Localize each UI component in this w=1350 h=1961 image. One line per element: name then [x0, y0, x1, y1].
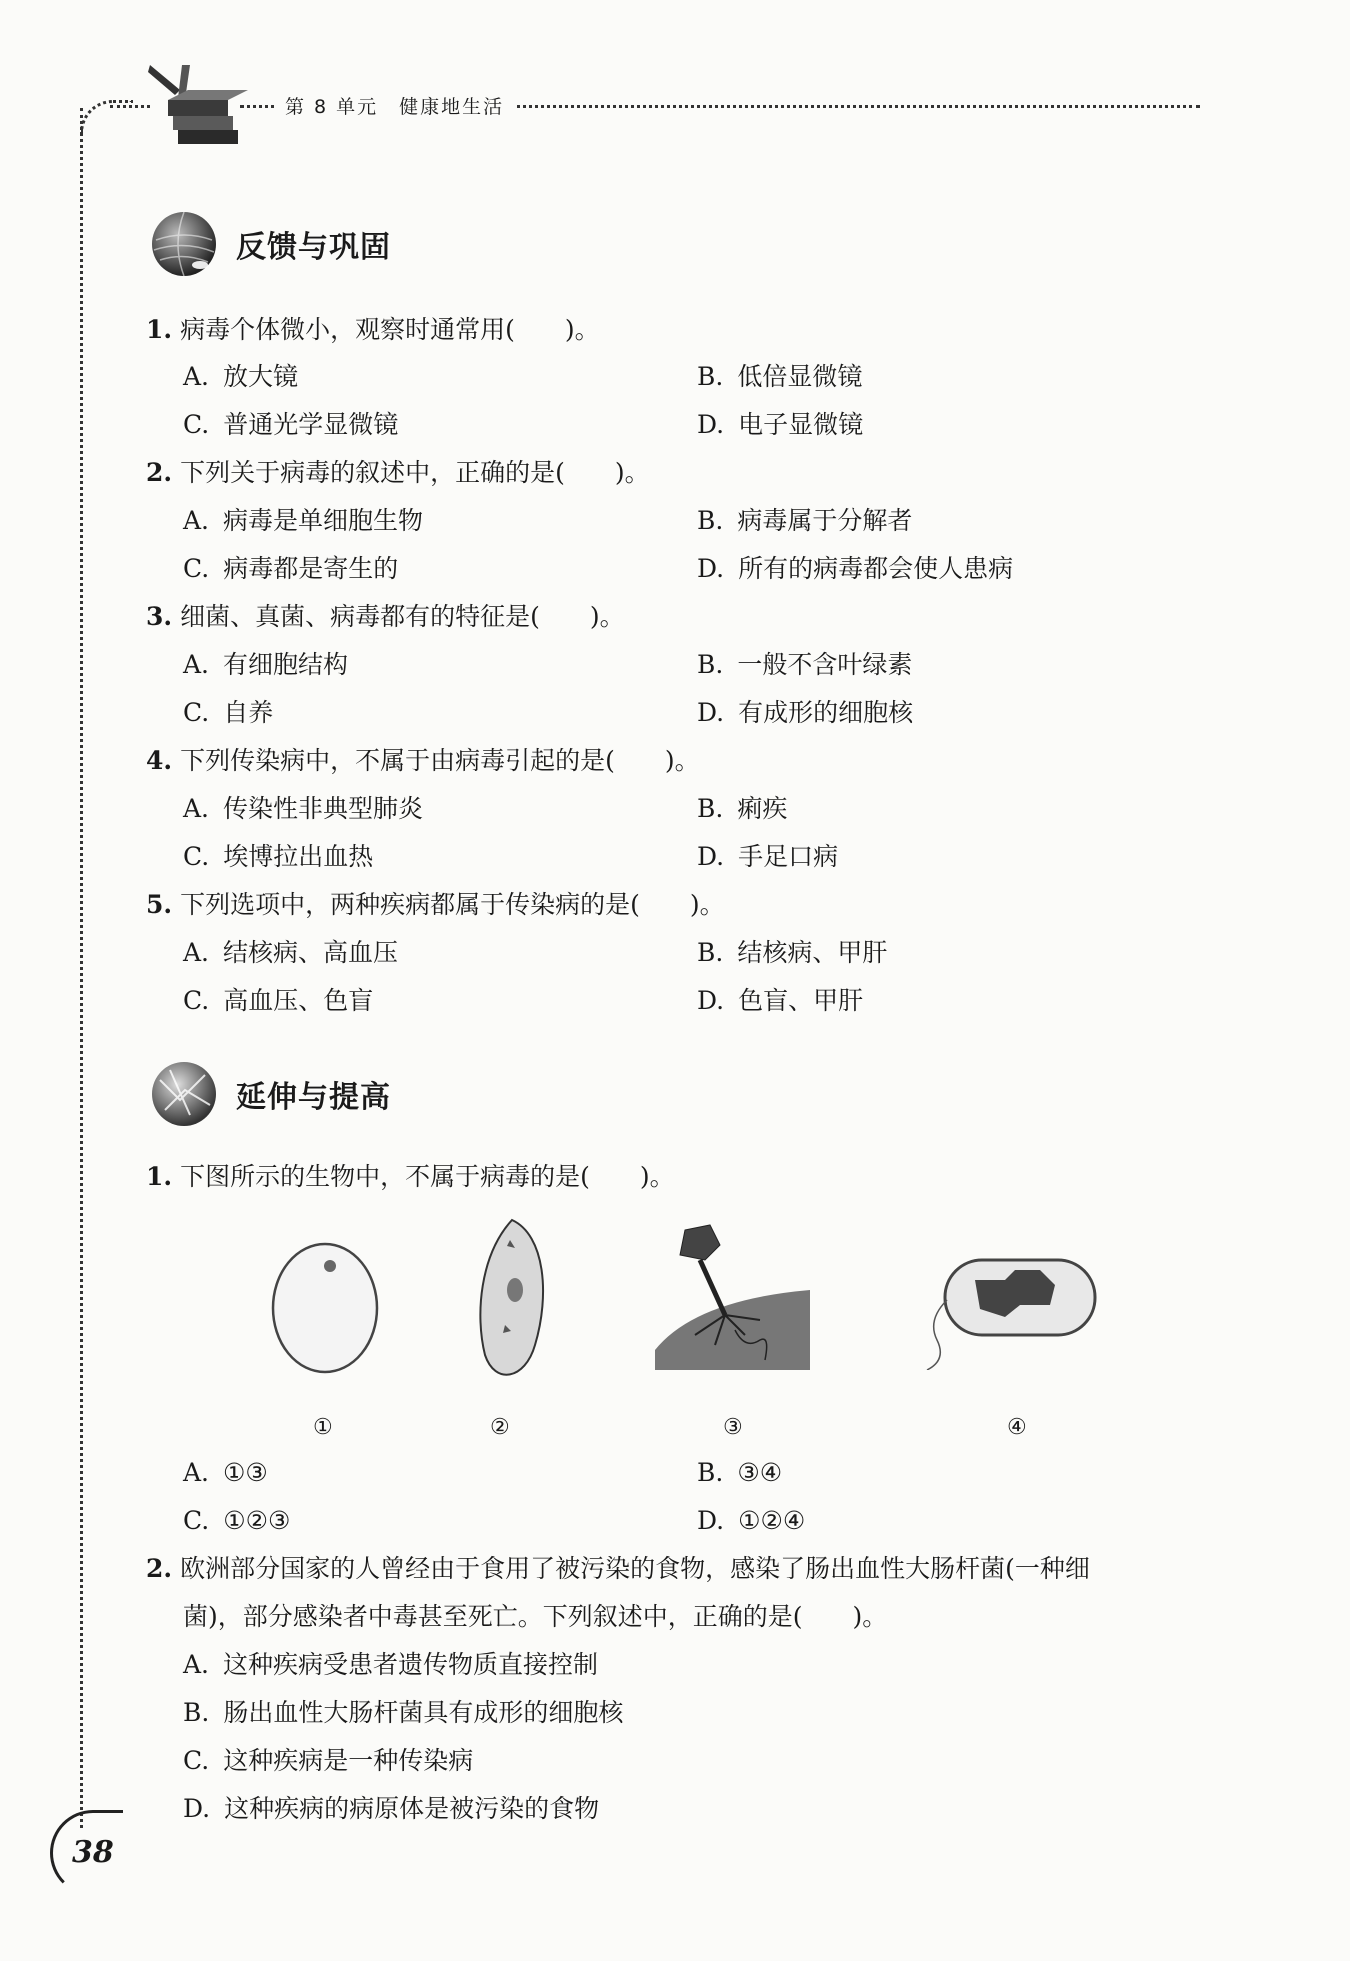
figure-label: ④ [1007, 1415, 1027, 1440]
question-1-3: 3. 细菌、真菌、病毒都有的特征是( )。 [146, 602, 625, 631]
globe-icon [150, 210, 218, 278]
option[interactable]: C. 埃博拉出血热 [183, 842, 374, 871]
page-number: 38 [72, 1835, 114, 1870]
question-2-1: 1. 下图所示的生物中，不属于病毒的是( )。 [146, 1162, 675, 1191]
option[interactable]: C. 这种疾病是一种传染病 [183, 1746, 474, 1775]
option[interactable]: B. 痢疾 [697, 794, 788, 823]
option[interactable]: B. 一般不含叶绿素 [697, 650, 913, 679]
question-2-2: 2. 欧洲部分国家的人曾经由于食用了被污染的食物，感染了肠出血性大肠杆菌(一种细 [146, 1554, 1090, 1583]
option[interactable]: D. ①②④ [697, 1506, 806, 1535]
paramecium-figure-icon [470, 1215, 555, 1390]
option[interactable]: B. 病毒属于分解者 [697, 506, 913, 535]
option[interactable]: C. 普通光学显微镜 [183, 410, 399, 439]
unit-title: 第 8 单元 健康地生活 [275, 92, 514, 119]
section-heading-extension [150, 1060, 391, 1128]
question-1-5: 5. 下列选项中，两种疾病都属于传染病的是( )。 [146, 890, 725, 919]
option[interactable]: D. 这种疾病的病原体是被污染的食物 [183, 1794, 600, 1823]
margin-dotted-rule [80, 108, 83, 1828]
section-title: 延伸与提高 [236, 1080, 391, 1115]
figure-label: ② [490, 1415, 510, 1440]
figure-label: ① [313, 1415, 333, 1440]
bacteriophage-figure-icon [655, 1220, 810, 1370]
section-heading-feedback [150, 210, 391, 278]
option[interactable]: B. 低倍显微镜 [697, 362, 863, 391]
option[interactable]: D. 所有的病毒都会使人患病 [697, 554, 1014, 583]
question-1-1: 1. 病毒个体微小，观察时通常用( )。 [146, 315, 600, 344]
option[interactable]: A. 传染性非典型肺炎 [183, 794, 424, 823]
option[interactable]: C. 高血压、色盲 [183, 986, 374, 1015]
option[interactable]: D. 色盲、甲肝 [697, 986, 864, 1015]
cell-figure-icon [268, 1230, 383, 1375]
option[interactable]: D. 有成形的细胞核 [697, 698, 914, 727]
option[interactable]: A. 这种疾病受患者遗传物质直接控制 [183, 1650, 599, 1679]
question-2-2-cont: 菌)，部分感染者中毒甚至死亡。下列叙述中，正确的是( )。 [183, 1602, 888, 1631]
bacterium-figure-icon [915, 1240, 1105, 1370]
option[interactable]: C. 病毒都是寄生的 [183, 554, 399, 583]
question-1-2: 2. 下列关于病毒的叙述中，正确的是( )。 [146, 458, 650, 487]
option[interactable]: A. 结核病、高血压 [183, 938, 399, 967]
option[interactable]: A. 有细胞结构 [183, 650, 349, 679]
option[interactable]: D. 手足口病 [697, 842, 839, 871]
option[interactable]: C. 自养 [183, 698, 274, 727]
globe-icon [150, 1060, 218, 1128]
unit-logo-icon [140, 60, 250, 150]
option[interactable]: B. ③④ [697, 1458, 783, 1487]
option[interactable]: D. 电子显微镜 [697, 410, 864, 439]
option[interactable]: A. ①③ [183, 1458, 268, 1487]
option[interactable]: A. 放大镜 [183, 362, 299, 391]
option[interactable]: B. 结核病、甲肝 [697, 938, 888, 967]
question-1-4: 4. 下列传染病中，不属于由病毒引起的是( )。 [146, 746, 700, 775]
section-title: 反馈与巩固 [236, 230, 391, 265]
option[interactable]: A. 病毒是单细胞生物 [183, 506, 424, 535]
option[interactable]: B. 肠出血性大肠杆菌具有成形的细胞核 [183, 1698, 624, 1727]
figure-label: ③ [723, 1415, 743, 1440]
option[interactable]: C. ①②③ [183, 1506, 291, 1535]
